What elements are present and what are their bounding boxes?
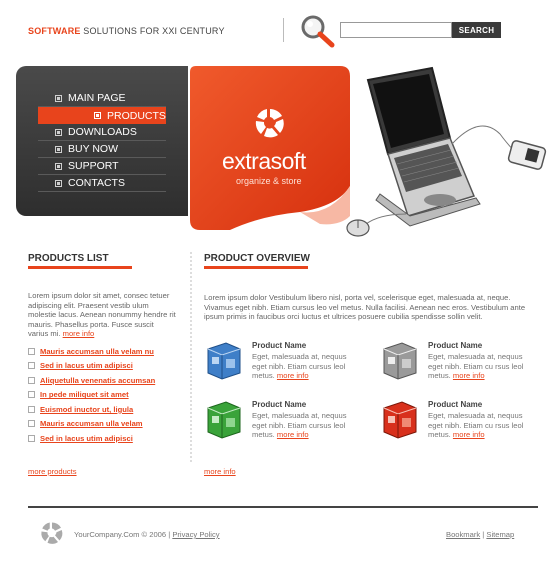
product-box-icon [380, 398, 420, 440]
intro-more-info-link[interactable]: more info [62, 329, 95, 339]
nav-item-downloads[interactable] [38, 124, 166, 141]
product-text [428, 352, 528, 381]
nav-label: SUPPORT [68, 160, 119, 172]
product-card [204, 396, 354, 446]
brand-name: extrasoft [222, 148, 306, 174]
product-overview-title: PRODUCT OVERVIEW [204, 253, 310, 264]
list-item-label: In pede miliquet sit amet [40, 390, 129, 400]
product-overview-underline [204, 266, 308, 269]
nav-bullet-icon [55, 180, 62, 187]
product-name: Product Name [252, 400, 307, 409]
intro-text: Lorem ipsum dolor sit amet, consec tetuer adipiscing elit. Praesent vestib ulum molestie lacus. Aenean nonummy hendre rit mauris. Phasellus porta. Fusce suscit varius mi. [28, 291, 176, 339]
footer-copyright-line [74, 530, 220, 539]
nav-item-buy-now[interactable] [38, 141, 166, 158]
product-text [428, 411, 528, 440]
tagline-accent: SOFTWARE [28, 26, 81, 36]
checkbox-icon [28, 362, 35, 369]
product-description: Eget, malesuada at, nequus eget nibh. Etiam cursus leol metus. [252, 411, 347, 440]
brand-logo-icon [254, 107, 286, 139]
list-item[interactable] [28, 344, 178, 359]
nav-label: PRODUCTS [107, 109, 166, 122]
nav-bullet-icon [94, 112, 101, 119]
copyright-text: YourCompany.Com © 2006 | [74, 530, 173, 539]
product-box-icon [380, 339, 420, 381]
list-item-label: Aliquetulla venenatis accumsan [40, 375, 156, 385]
product-more-info-link[interactable]: more info [276, 371, 309, 381]
product-card [204, 337, 354, 387]
nav-item-support[interactable] [38, 158, 166, 175]
nav-bullet-icon [55, 95, 62, 102]
nav-label: BUY NOW [68, 143, 118, 155]
list-item-label: Mauris accumsan ulla velam [40, 419, 143, 429]
checkbox-icon [28, 406, 35, 413]
product-text [252, 411, 352, 440]
list-item[interactable] [28, 388, 178, 403]
list-item-label: Mauris accumsan ulla velam nu [40, 346, 154, 356]
products-list-underline [28, 266, 132, 269]
product-description: Eget, malesuada at, nequus eget nibh. Etiam cu rsus leol metus. [428, 352, 524, 381]
footer-link-separator: | [480, 530, 487, 539]
product-description: Eget, malesuada at, nequus eget nibh. Etiam cursus leol metus. [252, 352, 347, 381]
nav-bullet-icon [55, 146, 62, 153]
list-item[interactable] [28, 402, 178, 417]
list-item[interactable] [28, 417, 178, 432]
tagline-rest: SOLUTIONS FOR XXI CENTURY [80, 26, 225, 36]
list-item[interactable] [28, 431, 178, 446]
list-item-label: Sed in lacus utim adipisci [40, 433, 133, 443]
product-card [380, 337, 530, 387]
sitemap-link[interactable]: Sitemap [486, 530, 515, 539]
laptop-illustration [340, 64, 555, 244]
privacy-policy-link[interactable]: Privacy Policy [172, 530, 220, 539]
search-input[interactable] [340, 22, 452, 38]
list-item-label: Sed in lacus utim adipisci [40, 361, 133, 371]
site-tagline [28, 26, 225, 36]
nav-item-main-page[interactable] [38, 90, 166, 107]
product-name: Product Name [428, 341, 483, 350]
product-more-info-link[interactable]: more info [452, 430, 485, 440]
bookmark-link[interactable]: Bookmark [446, 530, 481, 539]
list-item[interactable] [28, 373, 178, 388]
nav-label: DOWNLOADS [68, 126, 137, 138]
nav-bullet-icon [55, 163, 62, 170]
product-more-info-link[interactable]: more info [452, 371, 485, 381]
checkbox-icon [28, 435, 35, 442]
footer-links [446, 530, 514, 539]
product-card [380, 396, 530, 446]
list-item[interactable] [28, 359, 178, 374]
product-text [252, 352, 352, 381]
product-box-icon [204, 339, 244, 381]
column-divider [190, 252, 192, 464]
brand-slogan: organize & store [236, 176, 302, 186]
product-box-icon [204, 398, 244, 440]
search-button[interactable]: SEARCH [452, 22, 501, 38]
checkbox-icon [28, 377, 35, 384]
nav-item-contacts[interactable] [38, 175, 166, 192]
nav-bullet-icon [55, 129, 62, 136]
footer-logo-icon [40, 521, 64, 545]
product-more-info-link[interactable]: more info [276, 430, 309, 440]
products-list-title: PRODUCTS LIST [28, 253, 109, 264]
nav-label: MAIN PAGE [68, 92, 126, 104]
nav-label: CONTACTS [68, 177, 125, 189]
checkbox-icon [28, 348, 35, 355]
nav-item-products[interactable] [38, 107, 166, 124]
product-overview-intro: Lorem ipsum dolor Vestibulum libero nisl, porta vel, scelerisque eget, malesuada at, neque. Vivamus eget nibh. Etiam cursus leo vel metus. Nulla facilisi. Aenean nec eros. Vestibulum ante ipsum primis in faucibus orci luctus et ultrices posuere cubilia spendisse sollin velit. [204, 293, 526, 322]
products-list-intro [28, 291, 176, 339]
header-divider [283, 18, 284, 42]
checkbox-icon [28, 391, 35, 398]
product-description: Eget, malesuada at, nequus eget nibh. Etiam cu rsus leol metus. [428, 411, 524, 440]
footer-divider [28, 506, 538, 508]
product-name: Product Name [428, 400, 483, 409]
checkbox-icon [28, 420, 35, 427]
list-item-label: Euismod inuctor ut, ligula [40, 404, 134, 414]
overview-more-info-link[interactable]: more info [204, 467, 236, 476]
product-name: Product Name [252, 341, 307, 350]
more-products-link[interactable]: more products [28, 467, 77, 476]
search-magnifier-icon [298, 12, 338, 50]
